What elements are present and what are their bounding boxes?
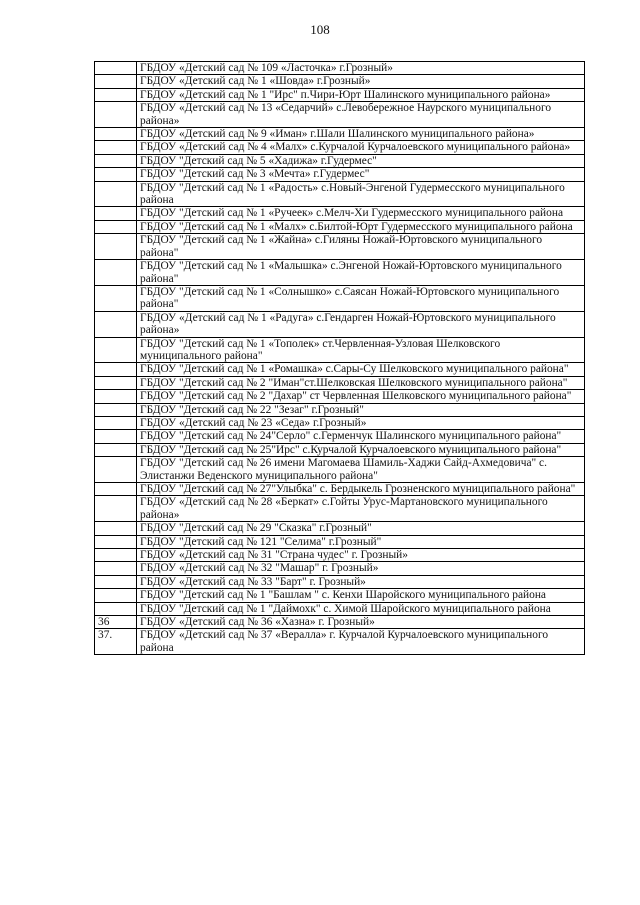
- table-row: [95, 128, 585, 141]
- institution-name-cell: ГБДОУ «Детский сад № 13 «Седарчий» с.Левобережное Наурского муниципального района»: [137, 102, 585, 128]
- row-number-cell: [95, 234, 137, 260]
- row-number-cell: [95, 363, 137, 376]
- row-number-cell: [95, 549, 137, 562]
- institution-name-cell: ГБДОУ «Детский сад № 31 "Страна чудес" г. Грозный»: [137, 549, 585, 562]
- row-number-cell: [95, 141, 137, 154]
- row-number-cell: [95, 181, 137, 207]
- table-row: [95, 589, 585, 602]
- table-row: [95, 154, 585, 167]
- table-row: [95, 575, 585, 588]
- institution-name-cell: ГБДОУ «Детский сад № 9 «Иман» г.Шали Шалинского муниципального района»: [137, 128, 585, 141]
- row-number-cell: [95, 168, 137, 181]
- table-row: [95, 337, 585, 363]
- table-row: [95, 616, 585, 629]
- row-number-cell: [95, 220, 137, 233]
- institution-name-cell: ГБДОУ "Детский сад № 1 «Тополек» ст.Червленная-Узловая Шелковского муниципального района": [137, 337, 585, 363]
- institution-name-cell: ГБДОУ "Детский сад № 22 "Зезаг" г.Грозный": [137, 403, 585, 416]
- row-number-cell: [95, 154, 137, 167]
- row-number-cell: [95, 88, 137, 101]
- institution-name-cell: ГБДОУ "Детский сад № 2 "Дахар" ст Червленная Шелковского муниципального района": [137, 390, 585, 403]
- table-row: [95, 390, 585, 403]
- institution-name-cell: ГБДОУ "Детский сад № 1 «Солнышко» с.Саясан Ножай-Юртовского муниципального района": [137, 285, 585, 311]
- institution-name-cell: ГБДОУ "Детский сад № 1 «Радость» с.Новый-Энгеной Гудермесского муниципального района: [137, 181, 585, 207]
- row-number-cell: [95, 390, 137, 403]
- table-row: [95, 75, 585, 88]
- row-number-cell: [95, 416, 137, 429]
- row-number-cell: [95, 376, 137, 389]
- table-row: [95, 311, 585, 337]
- row-number-cell: 37.: [95, 629, 137, 655]
- table-row: [95, 88, 585, 101]
- row-number-cell: [95, 535, 137, 548]
- table-row: [95, 363, 585, 376]
- institution-name-cell: ГБДОУ "Детский сад № 1 «Малышка» с.Энгеной Ножай-Юртовского муниципального района": [137, 260, 585, 286]
- row-number-cell: [95, 285, 137, 311]
- institution-name-cell: ГБДОУ "Детский сад № 27"Улыбка" с. Бердыкель Грозненского муниципального района": [137, 483, 585, 496]
- institution-name-cell: ГБДОУ «Детский сад № 1 "Ирс" п.Чири-Юрт Шалинского муниципального района»: [137, 88, 585, 101]
- table-row: [95, 549, 585, 562]
- institution-name-cell: ГБДОУ «Детский сад № 23 «Седа» г.Грозный»: [137, 416, 585, 429]
- institution-name-cell: ГБДОУ «Детский сад № 1 «Шовда» г.Грозный»: [137, 75, 585, 88]
- row-number-cell: [95, 337, 137, 363]
- page-number: 108: [310, 22, 330, 37]
- institution-name-cell: ГБДОУ "Детский сад № 1 «Жайна» с.Гиляны Ножай-Юртовского муниципального района": [137, 234, 585, 260]
- institution-name-cell: ГБДОУ «Детский сад № 33 "Барт" г. Грозный»: [137, 575, 585, 588]
- table-row: [95, 141, 585, 154]
- table-row: [95, 168, 585, 181]
- institution-name-cell: ГБДОУ "Детский сад № 121 "Селима" г.Грозный": [137, 535, 585, 548]
- table-row: [95, 234, 585, 260]
- institution-name-cell: ГБДОУ "Детский сад № 3 «Мечта» г.Гудермес": [137, 168, 585, 181]
- table-row: [95, 376, 585, 389]
- row-number-cell: [95, 403, 137, 416]
- row-number-cell: [95, 496, 137, 522]
- row-number-cell: [95, 589, 137, 602]
- row-number-cell: [95, 75, 137, 88]
- row-number-cell: [95, 483, 137, 496]
- row-number-cell: [95, 602, 137, 615]
- row-number-cell: [95, 430, 137, 443]
- row-number-cell: [95, 457, 137, 483]
- institution-name-cell: ГБДОУ "Детский сад № 26 имени Магомаева Шамиль-Хаджи Сайд-Ахмедовича" с. Элистанжи Веденского муниципального района": [137, 457, 585, 483]
- institution-name-cell: ГБДОУ "Детский сад № 1 "Даймохк" с. Химой Шаройского муниципального района: [137, 602, 585, 615]
- row-number-cell: [95, 62, 137, 75]
- institution-name-cell: ГБДОУ «Детский сад № 4 «Малх» с.Курчалой Курчалоевского муниципального района»: [137, 141, 585, 154]
- institution-name-cell: ГБДОУ «Детский сад № 109 «Ласточка» г.Грозный»: [137, 62, 585, 75]
- row-number-cell: [95, 562, 137, 575]
- table-row: [95, 416, 585, 429]
- table-row: [95, 522, 585, 535]
- institution-name-cell: ГБДОУ "Детский сад № 5 «Хадижа» г.Гудермес": [137, 154, 585, 167]
- row-number-cell: [95, 443, 137, 456]
- table-row: [95, 496, 585, 522]
- institution-name-cell: ГБДОУ «Детский сад № 36 «Хазна» г. Грозный»: [137, 616, 585, 629]
- institution-name-cell: ГБДОУ "Детский сад № 24"Серло" с.Герменчук Шалинского муниципального района": [137, 430, 585, 443]
- institution-name-cell: ГБДОУ «Детский сад № 28 «Беркат» с.Гойты Урус-Мартановского муниципального района»: [137, 496, 585, 522]
- institution-name-cell: ГБДОУ «Детский сад № 37 «Beралла» г. Курчалой Курчалоевского муниципального района: [137, 629, 585, 655]
- row-number-cell: [95, 311, 137, 337]
- kindergarten-list-table: [94, 61, 585, 655]
- institution-name-cell: ГБДОУ "Детский сад № 1 "Башлам " с. Кенхи Шаройского муниципального района: [137, 589, 585, 602]
- institution-name-cell: ГБДОУ "Детский сад № 1 «Ручеек» с.Мелч-Хи Гудермесского муниципального района: [137, 207, 585, 220]
- row-number-cell: [95, 102, 137, 128]
- row-number-cell: 36: [95, 616, 137, 629]
- row-number-cell: [95, 575, 137, 588]
- table-row: [95, 181, 585, 207]
- table-row: [95, 443, 585, 456]
- row-number-cell: [95, 260, 137, 286]
- table-row: [95, 62, 585, 75]
- institution-name-cell: ГБДОУ "Детский сад № 29 "Сказка" г.Грозный": [137, 522, 585, 535]
- table-row: [95, 602, 585, 615]
- table-row: [95, 207, 585, 220]
- row-number-cell: [95, 207, 137, 220]
- table-row: [95, 457, 585, 483]
- table-row: [95, 430, 585, 443]
- table-row: [95, 285, 585, 311]
- table-row: [95, 535, 585, 548]
- table-row: [95, 220, 585, 233]
- table-body: [95, 62, 585, 655]
- institution-name-cell: ГБДОУ "Детский сад № 25"Ирс" с.Курчалой Курчалоевского муниципального района": [137, 443, 585, 456]
- table-row: [95, 403, 585, 416]
- table-row: [95, 260, 585, 286]
- table-row: [95, 629, 585, 655]
- row-number-cell: [95, 128, 137, 141]
- institution-name-cell: ГБДОУ «Детский сад № 32 "Машар" г. Грозный»: [137, 562, 585, 575]
- row-number-cell: [95, 522, 137, 535]
- institution-name-cell: ГБДОУ "Детский сад № 2 "Иман"ст.Шелковская Шелковского муниципального района": [137, 376, 585, 389]
- table-row: [95, 562, 585, 575]
- institution-name-cell: ГБДОУ "Детский сад № 1 «Малх» с.Билтой-Юрт Гудермесского муниципального района: [137, 220, 585, 233]
- institution-name-cell: ГБДОУ «Детский сад № 1 «Радуга» с.Гендарген Ножай-Юртовского муниципального района»: [137, 311, 585, 337]
- table-row: [95, 102, 585, 128]
- institution-name-cell: ГБДОУ "Детский сад № 1 «Ромашка» с.Сары-Су Шелковского муниципального района": [137, 363, 585, 376]
- table-row: [95, 483, 585, 496]
